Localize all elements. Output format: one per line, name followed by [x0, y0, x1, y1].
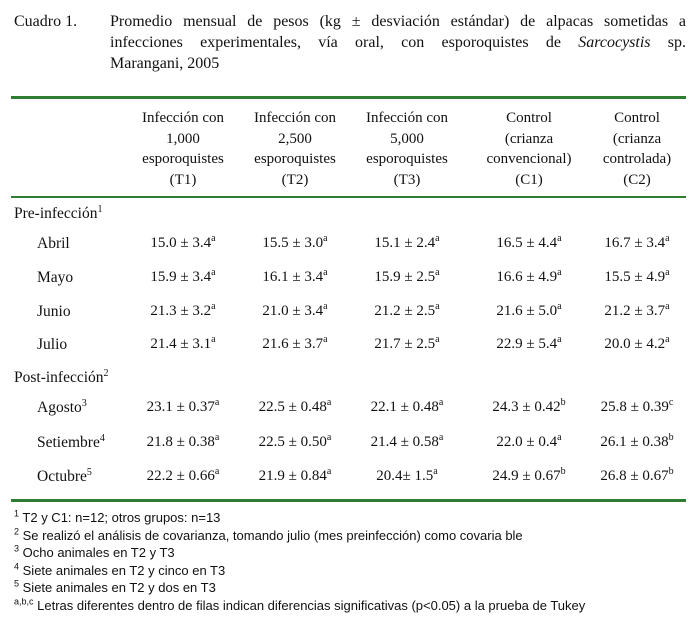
row-label	[37, 269, 73, 287]
cell-significance-letter: a	[214, 466, 220, 477]
table-top-rule	[11, 96, 686, 99]
footnote-mark: 1	[14, 508, 20, 519]
column-header	[124, 108, 242, 190]
column-header-line: (T1)	[169, 171, 197, 188]
table-cell	[470, 336, 588, 353]
table-cell	[578, 303, 696, 320]
table-cell	[236, 468, 354, 485]
column-header	[578, 108, 696, 190]
column-header-line: controlada)	[602, 151, 672, 167]
column-header-line: 1,000	[166, 130, 200, 147]
table-cell	[578, 399, 696, 416]
table-cell	[578, 336, 696, 353]
footnote-mark: 3	[14, 543, 20, 554]
column-header-line: (T2)	[281, 171, 309, 188]
table-cell	[578, 269, 696, 286]
table-cell	[124, 336, 242, 353]
caption-line-2-end: sp.	[667, 34, 687, 51]
caption-genus: Sarcocystis	[578, 34, 651, 51]
column-header-line: (crianza	[612, 130, 662, 147]
cell-value: 16.1 ± 3.4	[262, 269, 324, 285]
cell-value: 21.0 ± 3.4	[262, 303, 324, 319]
table-cell	[470, 269, 588, 286]
table-cell	[470, 235, 588, 252]
row-label-text: Mayo	[37, 269, 74, 286]
row-label	[37, 235, 70, 253]
column-header	[470, 108, 588, 190]
table-cell	[348, 269, 466, 286]
cell-value: 25.8 ± 0.39	[600, 399, 669, 415]
cell-value: 15.0 ± 3.4	[150, 235, 212, 251]
footnote-text: Letras diferentes dentro de filas indican diferencias significativas (p<0.05) a la prueba de Tukey	[37, 598, 586, 613]
table-cell	[578, 235, 696, 252]
table-cell	[124, 468, 242, 485]
column-header-line: esporoquistes	[254, 151, 336, 167]
cell-value: 21.8 ± 0.38	[146, 434, 215, 450]
section-label-text: Post-infección	[14, 369, 104, 386]
cell-value: 21.4 ± 0.58	[370, 434, 439, 450]
cell-significance-letter: a	[326, 466, 332, 477]
cell-value: 26.8 ± 0.67	[600, 468, 669, 484]
cell-significance-letter: a	[323, 334, 328, 345]
cell-significance-letter: b	[560, 397, 566, 408]
table-cell	[348, 434, 466, 451]
table-cell	[578, 468, 696, 485]
column-header-line: (C2)	[623, 171, 651, 188]
cell-value: 15.5 ± 3.0	[262, 235, 324, 251]
row-label-text: Setiembre	[37, 434, 100, 451]
footnote	[14, 510, 220, 525]
column-header-line: esporoquistes	[366, 151, 448, 167]
table-cell	[124, 269, 242, 286]
table-bottom-rule	[11, 499, 686, 502]
column-header-line: 2,500	[278, 130, 312, 147]
table-cell	[124, 235, 242, 252]
table-cell	[470, 303, 588, 320]
cell-significance-letter: a	[557, 334, 562, 345]
table-cell	[236, 303, 354, 320]
footnote-text: Se realizó el análisis de covarianza, tomando julio (mes preinfección) como covaria ble	[22, 528, 523, 543]
footnote	[14, 598, 585, 613]
cell-value: 21.2 ± 3.7	[604, 303, 666, 319]
cell-significance-letter: a	[323, 267, 328, 278]
cell-significance-letter: a	[433, 466, 438, 477]
cell-significance-letter: a	[557, 432, 562, 443]
cell-value: 21.7 ± 2.5	[374, 336, 436, 352]
table-cell	[348, 235, 466, 252]
row-label-text: Junio	[37, 303, 71, 320]
cell-significance-letter: a	[211, 233, 216, 244]
cell-value: 23.1 ± 0.37	[146, 399, 215, 415]
column-header-line: (crianza	[504, 130, 554, 147]
cell-significance-letter: a	[214, 397, 220, 408]
cell-significance-letter: b	[668, 466, 674, 477]
cell-significance-letter: a	[557, 233, 562, 244]
footnote-mark: 4	[14, 561, 20, 572]
section-label	[14, 205, 103, 223]
column-header-line: Infección con	[253, 110, 337, 126]
cell-value: 15.9 ± 2.5	[374, 269, 436, 285]
table-cell	[470, 468, 588, 485]
cell-significance-letter: c	[668, 397, 674, 408]
cell-value: 15.9 ± 3.4	[150, 269, 212, 285]
row-footnote-mark: 5	[86, 466, 92, 478]
cell-significance-letter: a	[665, 301, 670, 312]
table-cell	[470, 399, 588, 416]
cell-value: 21.2 ± 2.5	[374, 303, 436, 319]
cell-value: 16.6 ± 4.9	[496, 269, 558, 285]
row-label-text: Abril	[37, 235, 70, 252]
cell-value: 21.4 ± 3.1	[150, 336, 212, 352]
table-cell	[348, 336, 466, 353]
footnote-text: T2 y C1: n=12; otros grupos: n=13	[22, 510, 221, 525]
table-cell	[236, 269, 354, 286]
cell-value: 22.5 ± 0.48	[258, 399, 327, 415]
cell-significance-letter: a	[665, 334, 670, 345]
table-cell	[470, 434, 588, 451]
cell-significance-letter: a	[211, 301, 216, 312]
row-label	[37, 399, 87, 417]
footnote-mark: 5	[14, 578, 20, 589]
cell-significance-letter: a	[435, 267, 440, 278]
cell-value: 21.6 ± 5.0	[496, 303, 558, 319]
row-label	[37, 468, 92, 486]
cell-significance-letter: a	[211, 267, 216, 278]
caption-text	[110, 11, 686, 74]
caption-line-3: Marangani, 2005	[110, 55, 220, 72]
cell-significance-letter: a	[326, 397, 332, 408]
cell-significance-letter: a	[438, 432, 444, 443]
cell-value: 21.3 ± 3.2	[150, 303, 212, 319]
table-cell	[348, 399, 466, 416]
column-header-line: Control	[506, 110, 552, 126]
cell-value: 15.1 ± 2.4	[374, 235, 436, 251]
cell-significance-letter: b	[560, 466, 566, 477]
footnote-mark: 2	[14, 526, 20, 537]
table-cell	[236, 235, 354, 252]
cell-significance-letter: b	[668, 432, 674, 443]
cell-significance-letter: a	[435, 233, 440, 244]
cell-significance-letter: a	[214, 432, 220, 443]
row-label	[37, 434, 105, 452]
column-header	[348, 108, 466, 190]
cell-value: 22.9 ± 5.4	[496, 336, 558, 352]
table-header-rule	[11, 196, 686, 198]
table-cell	[348, 468, 466, 485]
row-label-text: Octubre	[37, 468, 87, 485]
footnote	[14, 545, 175, 560]
footnote	[14, 563, 225, 578]
row-label-text: Julio	[37, 336, 68, 353]
row-footnote-mark: 4	[99, 432, 105, 444]
cell-significance-letter: a	[557, 267, 562, 278]
column-header-line: Infección con	[141, 110, 225, 126]
cell-value: 20.0 ± 4.2	[604, 336, 666, 352]
cell-significance-letter: a	[557, 301, 562, 312]
row-label-text: Agosto	[37, 399, 82, 416]
cell-value: 20.4± 1.5	[376, 468, 434, 484]
section-footnote-mark: 2	[103, 367, 109, 379]
cell-significance-letter: a	[665, 267, 670, 278]
cell-significance-letter: a	[326, 432, 332, 443]
cell-value: 15.5 ± 4.9	[604, 269, 666, 285]
row-footnote-mark: 3	[81, 397, 87, 409]
caption-line-2	[110, 32, 686, 53]
section-footnote-mark: 1	[97, 203, 103, 215]
cell-significance-letter: a	[323, 301, 328, 312]
cell-value: 21.6 ± 3.7	[262, 336, 324, 352]
table-cell	[236, 434, 354, 451]
column-header-line: Control	[614, 110, 660, 126]
footnote-text: Siete animales en T2 y dos en T3	[22, 580, 216, 595]
cell-value: 26.1 ± 0.38	[600, 434, 669, 450]
table-cell	[236, 399, 354, 416]
cell-value: 21.9 ± 0.84	[258, 468, 327, 484]
cell-value: 24.3 ± 0.42	[492, 399, 561, 415]
column-header-line: (C1)	[515, 171, 543, 188]
cell-significance-letter: a	[435, 334, 440, 345]
cell-value: 22.1 ± 0.48	[370, 399, 439, 415]
column-header-line: (T3)	[393, 171, 421, 188]
cell-significance-letter: a	[211, 334, 216, 345]
table-cell	[348, 303, 466, 320]
section-label-text: Pre-infección	[14, 205, 98, 222]
column-header-line: convencional)	[486, 151, 572, 167]
footnote-mark: a,b,c	[14, 596, 34, 607]
cell-significance-letter: a	[438, 397, 444, 408]
cell-value: 22.5 ± 0.50	[258, 434, 327, 450]
table-cell	[124, 303, 242, 320]
cell-value: 16.5 ± 4.4	[496, 235, 558, 251]
cell-significance-letter: a	[323, 233, 328, 244]
column-header	[236, 108, 354, 190]
footnote-text: Ocho animales en T2 y T3	[22, 545, 175, 560]
footnote	[14, 580, 216, 595]
cell-significance-letter: a	[435, 301, 440, 312]
footnote-text: Siete animales en T2 y cinco en T3	[22, 563, 226, 578]
caption-line-1: Promedio mensual de pesos (kg ± desviación estándar) de alpacas sometidas a	[110, 13, 686, 30]
table-cell	[578, 434, 696, 451]
table-cell	[124, 434, 242, 451]
cell-significance-letter: a	[665, 233, 670, 244]
cell-value: 24.9 ± 0.67	[492, 468, 561, 484]
column-header-line: esporoquistes	[142, 151, 224, 167]
section-label	[14, 369, 109, 387]
table-cell	[124, 399, 242, 416]
caption-line-2-text: infecciones experimentales, vía oral, con esporoquistes de	[110, 34, 561, 51]
column-header-line: Infección con	[365, 110, 449, 126]
footnote	[14, 528, 523, 543]
column-header-line: 5,000	[390, 130, 424, 147]
cell-value: 16.7 ± 3.4	[604, 235, 666, 251]
row-label	[37, 303, 71, 321]
caption-label: Cuadro 1.	[14, 13, 78, 30]
row-label	[37, 336, 67, 354]
table-cell	[236, 336, 354, 353]
cell-value: 22.0 ± 0.4	[496, 434, 558, 450]
cell-value: 22.2 ± 0.66	[146, 468, 215, 484]
